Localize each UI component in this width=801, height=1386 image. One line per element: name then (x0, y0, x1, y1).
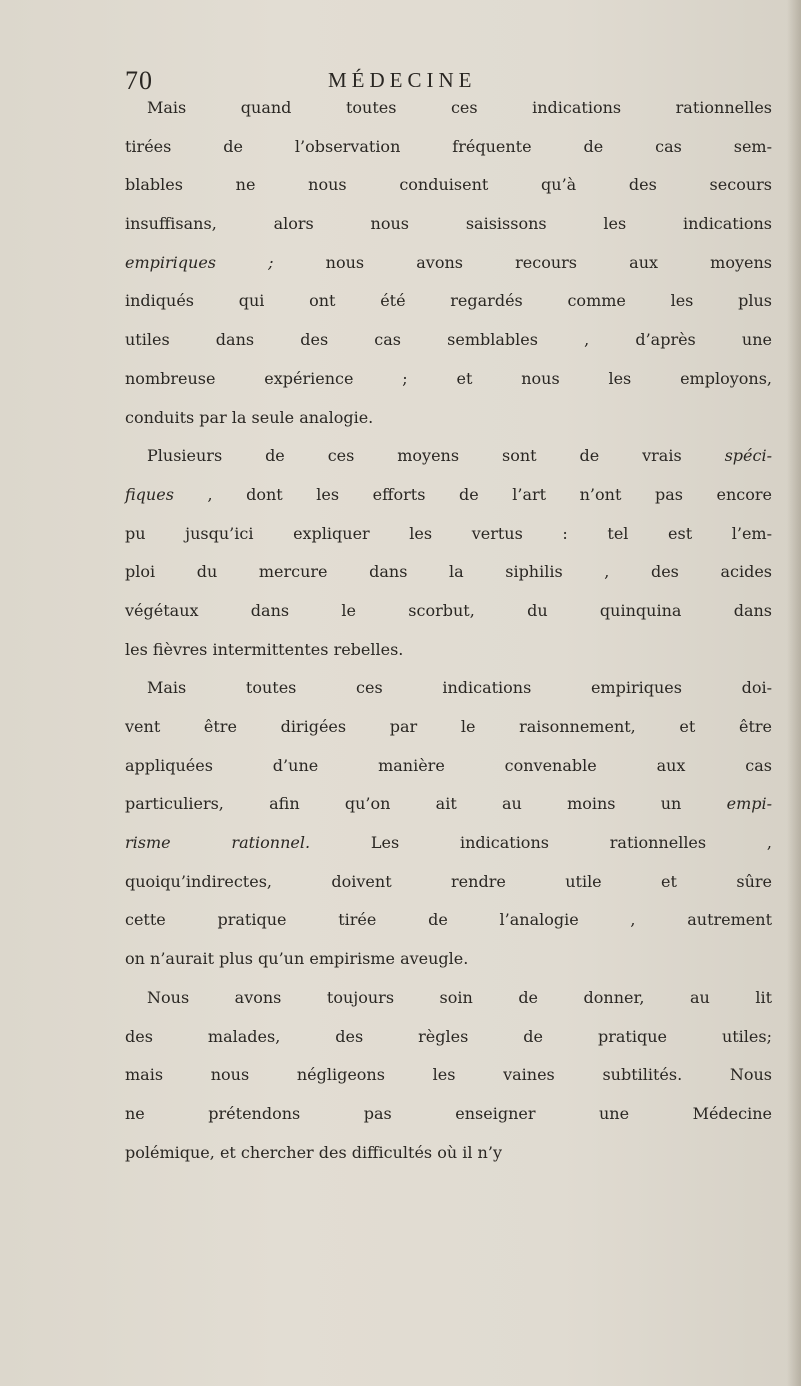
italic-text: risme rationnel. (125, 833, 311, 853)
text-line (125, 253, 772, 292)
text-line (125, 524, 772, 563)
text-line (125, 214, 772, 253)
text-line (125, 872, 772, 911)
body-text (125, 98, 772, 1181)
text-segment: utiles dans des cas semblables , d’après une (125, 330, 772, 350)
text-segment: nous avons recours aux moyens (273, 252, 772, 272)
text-segment: Les indications rationnelles , (310, 833, 772, 853)
text-segment: ploi du mercure dans la siphilis , des acides (125, 562, 772, 582)
paragraph (125, 678, 772, 988)
text-line (125, 291, 772, 330)
text-segment: pu jusqu’ici expliquer les vertus : tel est l’em- (125, 523, 772, 543)
text-line (125, 988, 772, 1027)
text-segment: on n’aurait plus qu’un empirisme aveugle. (125, 949, 469, 969)
text-segment: insuffisans, alors nous saisissons les indications (125, 214, 772, 234)
text-line (125, 717, 772, 756)
text-segment: Mais quand toutes ces indications rationnelles (147, 98, 772, 117)
text-segment: nombreuse expérience ; et nous les employons, (125, 368, 772, 388)
text-segment: cette pratique tirée de l’analogie , autrement (125, 910, 772, 930)
text-segment: blables ne nous conduisent qu’à des secours (125, 175, 772, 195)
italic-text: spéci- (724, 446, 772, 466)
text-segment: Mais toutes ces indications empiriques doi- (147, 678, 772, 698)
text-line (125, 1143, 772, 1182)
text-segment: ne prétendons pas enseigner une Médecine (125, 1103, 772, 1123)
page-edge-shadow (787, 0, 801, 1386)
italic-text: fiques (125, 484, 174, 504)
text-segment: vent être dirigées par le raisonnement, et être (125, 717, 772, 736)
text-line (125, 408, 772, 447)
text-segment: polémique, et chercher des difficultés où il n’y (125, 1142, 502, 1162)
text-line (125, 485, 772, 524)
text-line (125, 794, 772, 833)
text-segment: les fièvres intermittentes rebelles. (125, 639, 404, 659)
text-segment: particuliers, afin qu’on ait au moins un (125, 794, 727, 814)
text-line (125, 98, 772, 137)
text-segment: indiqués qui ont été regardés comme les plus (125, 291, 772, 311)
text-line (125, 678, 772, 717)
text-segment: végétaux dans le scorbut, du quinquina dans (125, 600, 772, 620)
text-line (125, 601, 772, 640)
italic-text: empi- (726, 794, 772, 814)
text-line (125, 949, 772, 988)
text-segment: tirées de l’observation fréquente de cas sem- (125, 136, 772, 156)
text-line (125, 640, 772, 679)
text-line (125, 833, 772, 872)
text-line (125, 562, 772, 601)
text-line (125, 1104, 772, 1143)
page-number: 70 (125, 66, 153, 95)
text-line (125, 910, 772, 949)
text-segment: appliquées d’une manière convenable aux cas (125, 755, 772, 775)
text-segment: des malades, des règles de pratique utiles; (125, 1026, 772, 1046)
italic-text: empiriques ; (125, 252, 274, 272)
paragraph (125, 446, 772, 678)
text-line (125, 1027, 772, 1066)
text-line (125, 446, 772, 485)
text-line (125, 330, 772, 369)
text-segment: mais nous négligeons les vaines subtilités. Nous (125, 1065, 772, 1085)
text-line (125, 369, 772, 408)
paragraph (125, 98, 772, 446)
text-line (125, 175, 772, 214)
running-title: MÉDECINE (328, 68, 477, 92)
text-segment: , dont les efforts de l’art n’ont pas encore (173, 484, 772, 504)
text-segment: quoiqu’indirectes, doivent rendre utile et sûre (125, 871, 772, 891)
text-segment: Plusieurs de ces moyens sont de vrais (147, 446, 725, 466)
text-segment: conduits par la seule analogie. (125, 407, 374, 427)
text-line (125, 1065, 772, 1104)
text-line (125, 756, 772, 795)
text-segment: Nous avons toujours soin de donner, au lit (147, 987, 772, 1007)
text-line (125, 137, 772, 176)
paragraph (125, 988, 772, 1181)
